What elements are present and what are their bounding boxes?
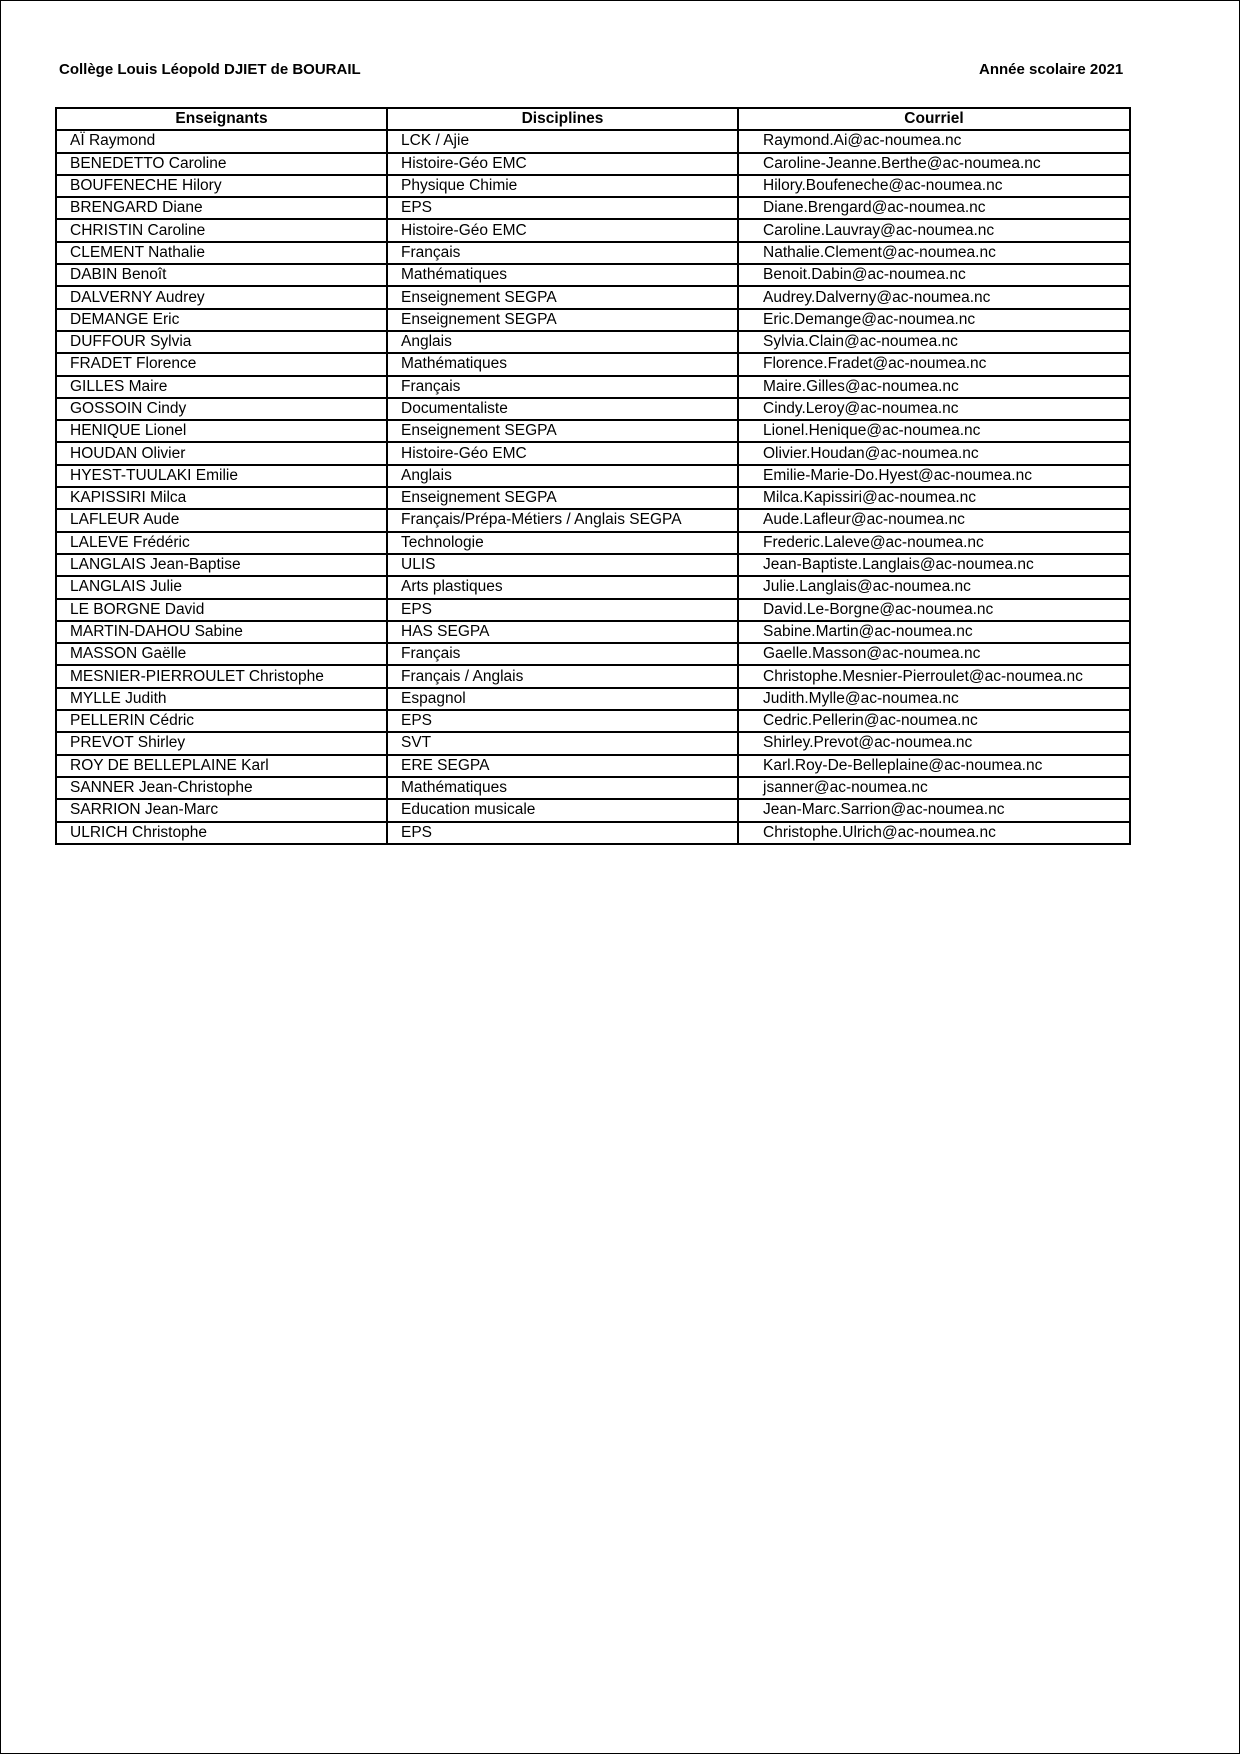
email-cell[interactable]: Eric.Demange@ac-noumea.nc: [738, 309, 1130, 331]
table-row: [56, 331, 1130, 353]
discipline-cell: Français: [387, 376, 738, 398]
column-header-teachers: Enseignants: [56, 108, 387, 130]
teacher-name-cell: HENIQUE Lionel: [56, 420, 387, 442]
email-cell[interactable]: Diane.Brengard@ac-noumea.nc: [738, 197, 1130, 219]
discipline-cell: Histoire-Géo EMC: [387, 442, 738, 464]
teacher-name-cell: BRENGARD Diane: [56, 197, 387, 219]
discipline-cell: EPS: [387, 822, 738, 844]
teacher-name-cell: DALVERNY Audrey: [56, 286, 387, 308]
discipline-cell: Anglais: [387, 331, 738, 353]
email-cell[interactable]: Shirley.Prevot@ac-noumea.nc: [738, 732, 1130, 754]
teacher-name-cell: ROY DE BELLEPLAINE Karl: [56, 755, 387, 777]
discipline-cell: EPS: [387, 197, 738, 219]
email-cell[interactable]: Judith.Mylle@ac-noumea.nc: [738, 688, 1130, 710]
teacher-name-cell: BOUFENECHE Hilory: [56, 175, 387, 197]
teacher-name-cell: CLEMENT Nathalie: [56, 242, 387, 264]
discipline-cell: HAS SEGPA: [387, 621, 738, 643]
teacher-name-cell: DEMANGE Eric: [56, 309, 387, 331]
discipline-cell: Mathématiques: [387, 264, 738, 286]
email-cell[interactable]: Gaelle.Masson@ac-noumea.nc: [738, 643, 1130, 665]
teacher-name-cell: MYLLE Judith: [56, 688, 387, 710]
table-row: [56, 242, 1130, 264]
teacher-name-cell: LANGLAIS Julie: [56, 576, 387, 598]
discipline-cell: Français / Anglais: [387, 665, 738, 687]
email-cell[interactable]: Olivier.Houdan@ac-noumea.nc: [738, 442, 1130, 464]
teacher-name-cell: LE BORGNE David: [56, 599, 387, 621]
discipline-cell: EPS: [387, 599, 738, 621]
discipline-cell: Education musicale: [387, 799, 738, 821]
table-row: [56, 376, 1130, 398]
teacher-name-cell: SARRION Jean-Marc: [56, 799, 387, 821]
discipline-cell: ERE SEGPA: [387, 755, 738, 777]
teacher-name-cell: PREVOT Shirley: [56, 732, 387, 754]
email-cell[interactable]: Christophe.Mesnier-Pierroulet@ac-noumea.nc: [738, 665, 1130, 687]
table-row: [56, 420, 1130, 442]
teacher-name-cell: GOSSOIN Cindy: [56, 398, 387, 420]
discipline-cell: Histoire-Géo EMC: [387, 153, 738, 175]
email-cell[interactable]: Sabine.Martin@ac-noumea.nc: [738, 621, 1130, 643]
email-cell[interactable]: Benoit.Dabin@ac-noumea.nc: [738, 264, 1130, 286]
teacher-name-cell: GILLES Maire: [56, 376, 387, 398]
table-row: [56, 621, 1130, 643]
discipline-cell: Enseignement SEGPA: [387, 487, 738, 509]
email-cell[interactable]: Milca.Kapissiri@ac-noumea.nc: [738, 487, 1130, 509]
teacher-name-cell: ULRICH Christophe: [56, 822, 387, 844]
table-row: [56, 755, 1130, 777]
table-row: [56, 688, 1130, 710]
discipline-cell: LCK / Ajie: [387, 130, 738, 152]
email-cell[interactable]: Audrey.Dalverny@ac-noumea.nc: [738, 286, 1130, 308]
teacher-name-cell: MARTIN-DAHOU Sabine: [56, 621, 387, 643]
email-cell[interactable]: jsanner@ac-noumea.nc: [738, 777, 1130, 799]
school-year: Année scolaire 2021: [979, 61, 1124, 78]
email-cell[interactable]: Raymond.Ai@ac-noumea.nc: [738, 130, 1130, 152]
discipline-cell: Mathématiques: [387, 353, 738, 375]
teacher-name-cell: AÏ Raymond: [56, 130, 387, 152]
email-cell[interactable]: Nathalie.Clement@ac-noumea.nc: [738, 242, 1130, 264]
discipline-cell: Mathématiques: [387, 777, 738, 799]
email-cell[interactable]: Caroline-Jeanne.Berthe@ac-noumea.nc: [738, 153, 1130, 175]
discipline-cell: EPS: [387, 710, 738, 732]
discipline-cell: Enseignement SEGPA: [387, 286, 738, 308]
teacher-name-cell: HYEST-TUULAKI Emilie: [56, 465, 387, 487]
email-cell[interactable]: Cindy.Leroy@ac-noumea.nc: [738, 398, 1130, 420]
discipline-cell: Français/Prépa-Métiers / Anglais SEGPA: [387, 509, 738, 531]
staff-table: [55, 107, 1131, 845]
table-row: [56, 710, 1130, 732]
teacher-name-cell: FRADET Florence: [56, 353, 387, 375]
email-cell[interactable]: Julie.Langlais@ac-noumea.nc: [738, 576, 1130, 598]
table-row: [56, 732, 1130, 754]
email-cell[interactable]: Cedric.Pellerin@ac-noumea.nc: [738, 710, 1130, 732]
discipline-cell: Français: [387, 242, 738, 264]
teacher-name-cell: DUFFOUR Sylvia: [56, 331, 387, 353]
email-cell[interactable]: Karl.Roy-De-Belleplaine@ac-noumea.nc: [738, 755, 1130, 777]
discipline-cell: Histoire-Géo EMC: [387, 219, 738, 241]
table-row: [56, 532, 1130, 554]
table-row: [56, 309, 1130, 331]
table-row: [56, 442, 1130, 464]
email-cell[interactable]: Jean-Baptiste.Langlais@ac-noumea.nc: [738, 554, 1130, 576]
teacher-name-cell: CHRISTIN Caroline: [56, 219, 387, 241]
table-row: [56, 822, 1130, 844]
teacher-name-cell: MESNIER-PIERROULET Christophe: [56, 665, 387, 687]
teacher-name-cell: KAPISSIRI Milca: [56, 487, 387, 509]
email-cell[interactable]: Emilie-Marie-Do.Hyest@ac-noumea.nc: [738, 465, 1130, 487]
email-cell[interactable]: Jean-Marc.Sarrion@ac-noumea.nc: [738, 799, 1130, 821]
teacher-name-cell: LAFLEUR Aude: [56, 509, 387, 531]
table-row: [56, 353, 1130, 375]
column-header-disciplines: Disciplines: [387, 108, 738, 130]
table-row: [56, 175, 1130, 197]
table-row: [56, 799, 1130, 821]
discipline-cell: Enseignement SEGPA: [387, 420, 738, 442]
teacher-name-cell: MASSON Gaëlle: [56, 643, 387, 665]
email-cell[interactable]: David.Le-Borgne@ac-noumea.nc: [738, 599, 1130, 621]
discipline-cell: SVT: [387, 732, 738, 754]
email-cell[interactable]: Christophe.Ulrich@ac-noumea.nc: [738, 822, 1130, 844]
table-row: [56, 599, 1130, 621]
email-cell[interactable]: Caroline.Lauvray@ac-noumea.nc: [738, 219, 1130, 241]
table-row: [56, 286, 1130, 308]
table-row: [56, 665, 1130, 687]
email-cell[interactable]: Hilory.Boufeneche@ac-noumea.nc: [738, 175, 1130, 197]
table-row: [56, 465, 1130, 487]
email-cell[interactable]: Lionel.Henique@ac-noumea.nc: [738, 420, 1130, 442]
table-row: [56, 153, 1130, 175]
teacher-name-cell: BENEDETTO Caroline: [56, 153, 387, 175]
discipline-cell: Physique Chimie: [387, 175, 738, 197]
discipline-cell: ULIS: [387, 554, 738, 576]
table-row: [56, 576, 1130, 598]
table-row: [56, 487, 1130, 509]
table-header: [56, 108, 1130, 130]
discipline-cell: Documentaliste: [387, 398, 738, 420]
table-row: [56, 219, 1130, 241]
email-cell[interactable]: Aude.Lafleur@ac-noumea.nc: [738, 509, 1130, 531]
discipline-cell: Technologie: [387, 532, 738, 554]
table-body: [56, 130, 1130, 844]
table-row: [56, 554, 1130, 576]
table-row: [56, 777, 1130, 799]
teacher-name-cell: SANNER Jean-Christophe: [56, 777, 387, 799]
table-row: [56, 398, 1130, 420]
email-cell[interactable]: Sylvia.Clain@ac-noumea.nc: [738, 331, 1130, 353]
teacher-name-cell: LANGLAIS Jean-Baptise: [56, 554, 387, 576]
header-row: [56, 108, 1130, 130]
table-row: [56, 643, 1130, 665]
discipline-cell: Enseignement SEGPA: [387, 309, 738, 331]
table-row: [56, 130, 1130, 152]
email-cell[interactable]: Frederic.Laleve@ac-noumea.nc: [738, 532, 1130, 554]
teacher-name-cell: DABIN Benoît: [56, 264, 387, 286]
teacher-name-cell: PELLERIN Cédric: [56, 710, 387, 732]
discipline-cell: Arts plastiques: [387, 576, 738, 598]
email-cell[interactable]: Florence.Fradet@ac-noumea.nc: [738, 353, 1130, 375]
teacher-name-cell: HOUDAN Olivier: [56, 442, 387, 464]
discipline-cell: Espagnol: [387, 688, 738, 710]
school-name: Collège Louis Léopold DJIET de BOURAIL: [59, 61, 361, 78]
column-header-email: Courriel: [738, 108, 1130, 130]
discipline-cell: Anglais: [387, 465, 738, 487]
table-row: [56, 509, 1130, 531]
table-row: [56, 264, 1130, 286]
discipline-cell: Français: [387, 643, 738, 665]
table-row: [56, 197, 1130, 219]
teacher-name-cell: LALEVE Frédéric: [56, 532, 387, 554]
email-cell[interactable]: Maire.Gilles@ac-noumea.nc: [738, 376, 1130, 398]
